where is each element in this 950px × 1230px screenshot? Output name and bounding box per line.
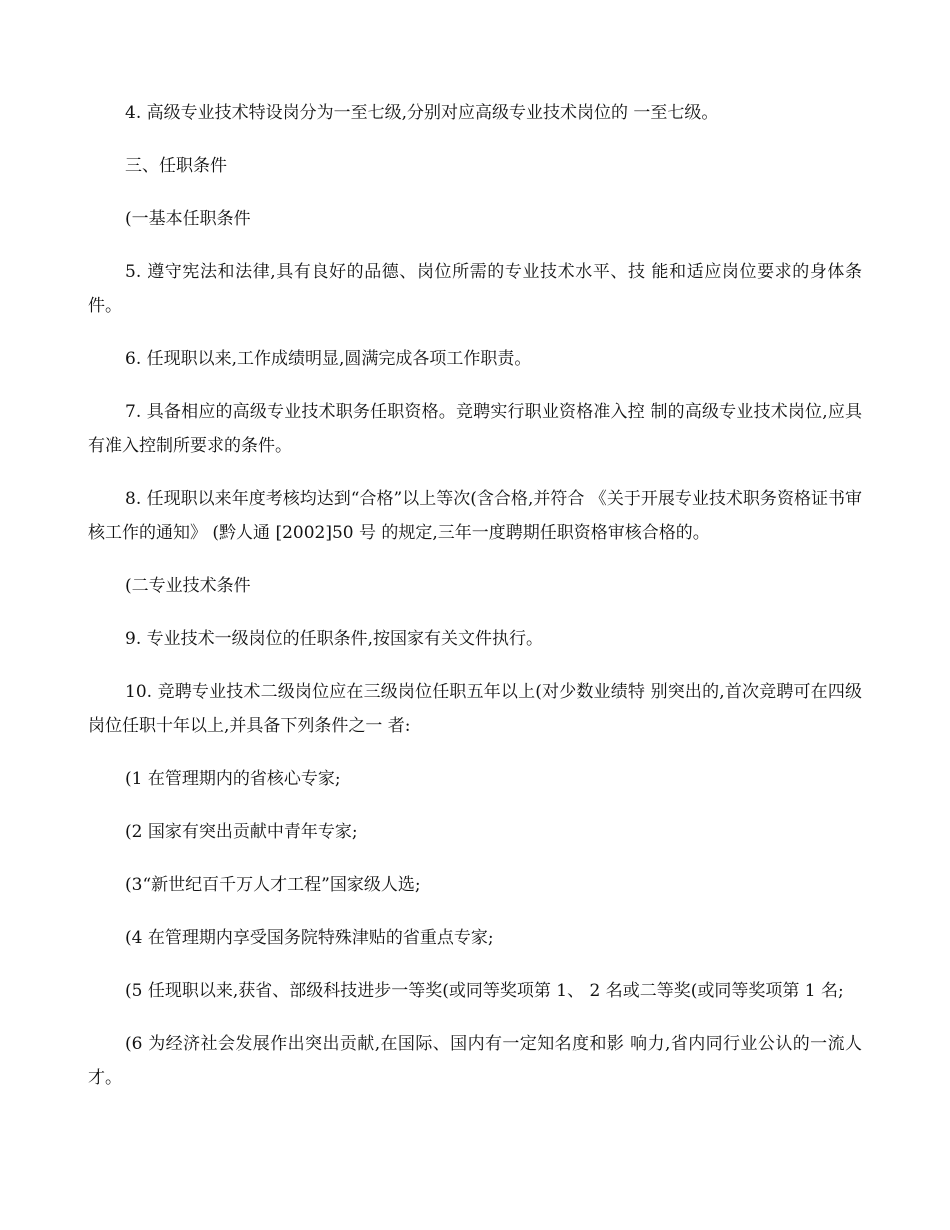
condition-item-1: (1 在管理期内的省核心专家;: [125, 769, 341, 789]
condition-item-2: (2 国家有突出贡献中青年专家;: [125, 822, 358, 842]
subsection-heading-technical-conditions: (二专业技术条件: [125, 576, 251, 596]
paragraph-item-10: 10. 竞聘专业技术二级岗位应在三级岗位任职五年以上(对少数业绩特 别突出的,首次竞聘可在四级岗位任职十年以上,并具备下列条件之一 者:: [88, 682, 862, 736]
paragraph-item-6: 6. 任现职以来,工作成绩明显,圆满完成各项工作职责。: [125, 349, 532, 369]
document-body: [88, 96, 862, 1114]
subsection-heading-basic-conditions: (一基本任职条件: [125, 209, 251, 229]
paragraph-item-4: 4. 高级专业技术特设岗分为一至七级,分别对应高级专业技术岗位的 一至七级。: [125, 103, 719, 123]
condition-item-6: (6 为经济社会发展作出突出贡献,在国际、国内有一定知名度和影 响力,省内同行业公认的一流人才。: [88, 1034, 862, 1088]
paragraph-item-5: 5. 遵守宪法和法律,具有良好的品德、岗位所需的专业技术水平、技 能和适应岗位要求的身体条件。: [88, 262, 862, 316]
paragraph-item-7: 7. 具备相应的高级专业技术职务任职资格。竞聘实行职业资格准入控 制的高级专业技术岗位,应具有准入控制所要求的条件。: [88, 402, 862, 456]
condition-item-4: (4 在管理期内享受国务院特殊津贴的省重点专家;: [125, 928, 494, 948]
condition-item-5: (5 任现职以来,获省、部级科技进步一等奖(或同等奖项第 1、 2 名或二等奖(或同等奖项第 1 名;: [125, 981, 844, 1001]
condition-item-3: (3“新世纪百千万人才工程”国家级人选;: [125, 875, 421, 895]
section-heading-qualifications: 三、任职条件: [125, 156, 227, 176]
paragraph-item-9: 9. 专业技术一级岗位的任职条件,按国家有关文件执行。: [125, 629, 544, 649]
paragraph-item-8: 8. 任现职以来年度考核均达到“合格”以上等次(含合格,并符合 《关于开展专业技术职务资格证书审核工作的通知》 (黔人通 [2002]50 号 的规定,三年一度聘期任职资格审核合格的。: [88, 489, 862, 543]
